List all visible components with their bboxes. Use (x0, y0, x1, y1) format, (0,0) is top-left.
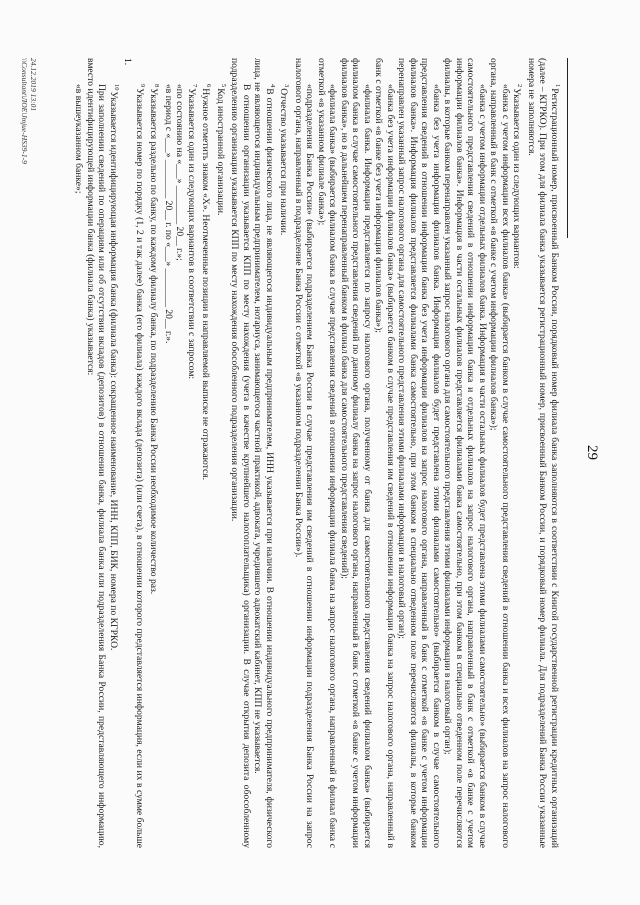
footnote-text: Указывается раздельно по банку, по каждому филиалу банка, по подразделению Банка России необходимое количество раз. (148, 88, 160, 595)
footnote-text: Указывается один из следующих вариантов: (511, 88, 523, 269)
footer-path: \\Consultant\ЛОЕ\Jmjue-HS39-1-9 (20, 58, 29, 164)
footnote-text: При заполнении сведений по операциям или об отсутствии вкладов (депозитов) в отношении банка, филиала банка или подразделения Банка России, представляющего информацию, вместо идентифицирующей информации банка (филиала банка) указывается: (85, 58, 108, 848)
footnotes-block (73, 58, 568, 848)
footnote-text: «филиала банка. Информация представляется по запросу налогового органа, полученному от банка для самостоятельного представления сведений филиалом банка» (выбирается филиалом банка в случае самостоятельного представления сведений по данному филиалу банка на запрос налогового органа, направленный в банк с отметкой «в банке с учетом информации филиалов банка», но в дальнейшем перенаправленный банком в филиал банка для самостоятельного представления сведений); (339, 58, 373, 848)
footnote-paragraph (108, 58, 123, 848)
print-footer (20, 58, 38, 164)
footnote-paragraph (229, 58, 252, 848)
footnote-marker: 6 (205, 84, 213, 88)
footnote-text: Отчество указывается при наличии. (278, 88, 290, 236)
footnote-text: «в вышеуказанном банке»; (73, 84, 85, 194)
footnote-paragraph (174, 58, 186, 848)
footnote-paragraph (200, 58, 215, 848)
footnote-paragraph (186, 58, 201, 848)
footnote-paragraph (293, 58, 316, 848)
footnote-text: Указывается один из следующих вариантов в соответствии с запросом: (186, 88, 197, 380)
footnote-paragraph (148, 58, 163, 848)
footnote-paragraph (339, 58, 374, 848)
footnote-text: «банка с учетом информации всех филиалов банка» (выбирается банком в случае самостоятельного представления сведений в отношении банка и всех филиалов на запрос налогового органа, направленный в банк с отметкой «в банке с учетом информации филиалов банка»); (488, 58, 511, 848)
footnote-marker: 5 (220, 84, 227, 88)
footnote-text: «по состоянию на «___» ________ 20__ г.»; (174, 84, 186, 261)
footnote-paragraph (73, 58, 85, 848)
footnote-paragraph (252, 58, 278, 848)
footnote-separator (567, 58, 568, 238)
footnote-paragraph (511, 58, 526, 848)
footnote-paragraph (163, 58, 175, 848)
footnote-text: В отношении организации указывается КПП по месту нахождения (учета в качестве крупнейшего налогоплательщика) организации. В случае открытия депозита обособленному подразделению организации указывается КПП по месту нахождения обособленного подразделения организации. (229, 58, 252, 848)
footnote-text: «банка без учета информации филиалов банка» (выбирается банком в случае представления им сведений в отношении информации банка на запрос налогового органа, направленный в банк с отметкой «в банке без учета информации филиалов банка»); (373, 58, 396, 848)
footnote-text: «в период с «___» ________ 20__ г. по «___» ________ 20__ г.». (163, 84, 174, 344)
footnote-paragraph (316, 58, 339, 848)
footer-timestamp: 24.12.2019 13:01 (29, 58, 38, 112)
footnote-paragraph (442, 58, 488, 848)
footnote-paragraph (278, 58, 293, 848)
footnote-text: «подразделения Банка России» (выбирается подразделением Банка России в случае представления им сведений в отношении информации подразделения Банка России на запрос налогового органа, направленный в подразделение Банка России с отметкой «в указанном подразделении Банка России»). (293, 58, 316, 848)
footnote-text: «банка без учета информации филиалов банка. Информация филиалов будет представлена этими филиалами самостоятельно» (выбирается банком в случае самостоятельного представления сведений в отношении информации банка без учета информации филиалов на запрос налогового органа, направленный в банк с отметкой «в банке с учетом информации филиалов банка». Информация филиалов представляется филиалами банка самостоятельно, при этом банком в специально отведенном поле перечисляются филиалы, в которые банком перенаправлен указанный запрос налогового органа для самостоятельного представления этими филиалами информации в налоговый орган); (396, 58, 442, 848)
footnote-text: В отношении физического лица, не являющегося индивидуальным предпринимателем, ИНН указывается при наличии. В отношении индивидуального предпринимателя, физического лица, не являющегося индивидуальным предпринимателем, нотариуса, занимающегося частной практикой, адвоката, учредившего адвокатский кабинет, КПП не указывается. (252, 58, 275, 848)
footnote-text: «банка с учетом информации отдельных филиалов банка. Информация в части остальных филиалов будет представлена этими филиалами самостоятельно» (выбирается банком в случае самостоятельного представления сведений в отношении информации банка и отдельных филиалов на запрос налогового органа, направленный в банк с отметкой «в банке с учетом информации филиалов банка». Информация в части остальных филиалов представляется филиалами банка самостоятельно, при этом банком в специально отведенном поле перечисляются филиалы, в которые банком перенаправлен указанный запрос налогового органа для самостоятельного представления этими филиалами информации в налоговый орган); (442, 58, 488, 848)
footnote-paragraph (396, 58, 442, 848)
footnote-text: Указывается идентифицирующая информация банка (филиала банка): сокращенное наименование, ИНН, КПП, БИК, номера по КГРКО. (108, 91, 119, 651)
footnote-paragraph (122, 58, 148, 848)
footnote-text: Код иностранной организации. (215, 88, 226, 216)
footnote-text: Указывается номер по порядку (1, 2 и так далее) банка (его филиала) каждого вклада (депозита) (или счета), в отношении которого представляется информация, если их в сумме больше 1. (122, 58, 145, 848)
footnote-paragraph (85, 58, 108, 848)
footnote-marker: 9 (139, 84, 146, 88)
footnote-marker: 8 (153, 84, 161, 88)
footnote-marker: 2 (516, 84, 524, 88)
footnote-marker: 10 (113, 84, 120, 91)
footnote-paragraph (488, 58, 511, 848)
footnotes-list (73, 58, 563, 848)
footnote-marker: 4 (269, 84, 276, 88)
footnote-paragraph (215, 58, 230, 848)
footnote-paragraph (526, 58, 564, 848)
footnote-paragraph (373, 58, 396, 848)
footnote-text: Регистрационный номер, присвоенный Банком России, порядковый номер филиала банка заполняются в соответствии с Книгой государственной регистрации кредитных организаций (далее – КГРКО). При этом для филиала банка указывается регистрационный номер, присвоенный Банком России, и порядковый номер филиала. Для подразделений Банка России указанные номера не заполняются. (526, 58, 560, 848)
footnote-text: Нужное отметить знаком «Х». Неотмеченные позиции в направляемой выписке не отражаются. (200, 88, 212, 481)
footnote-marker: 7 (191, 84, 198, 88)
page-number: 29 (584, 445, 600, 460)
footnote-marker: 3 (283, 84, 291, 88)
footnote-text: «филиала банка» (выбирается филиалом банка в случае представления сведений в отношении информации филиала банка на запрос налогового органа, направленный в филиал банка с отметкой «в указанном филиале банка»); (316, 58, 339, 848)
footnote-marker: 1 (554, 84, 561, 88)
